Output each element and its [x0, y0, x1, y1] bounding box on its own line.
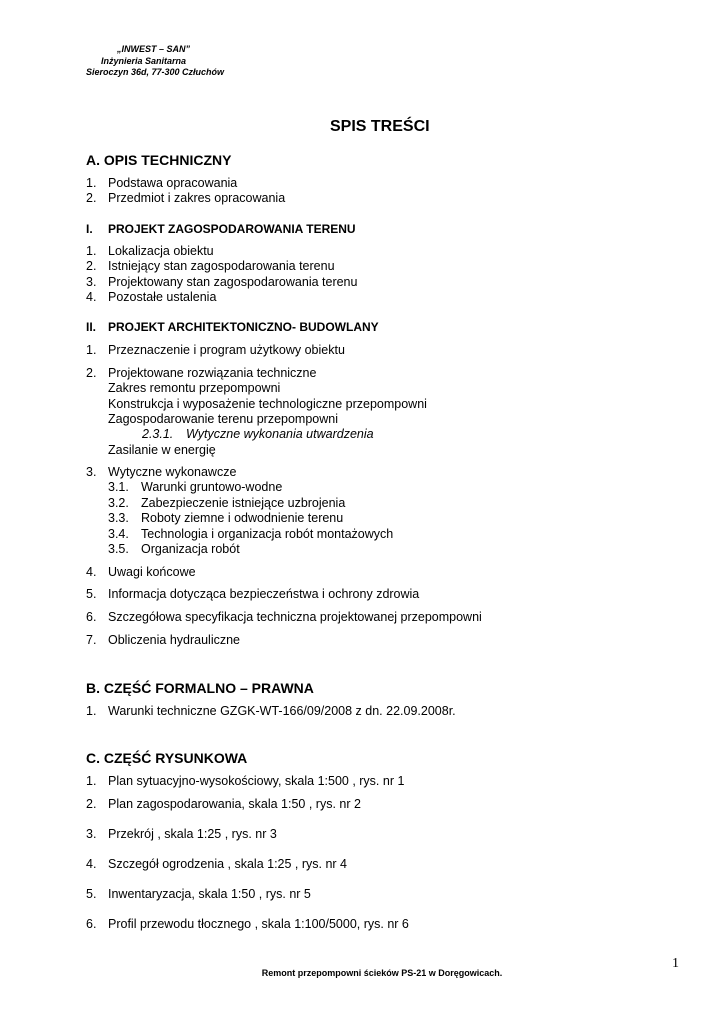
- list-item: 1. Lokalizacja obiektu: [86, 244, 214, 258]
- list-subitem: Zagospodarowanie terenu przepompowni: [108, 412, 339, 426]
- list-subitem-italic: 2.3.1. Wytyczne wykonania utwardzenia: [142, 427, 374, 441]
- list-item: 5. Inwentaryzacja, skala 1:50 , rys. nr 5: [86, 887, 311, 901]
- part-ii-title: II. PROJEKT ARCHITEKTONICZNO- BUDOWLANY: [86, 320, 379, 334]
- list-subitem: 3.5. Organizacja robót: [108, 542, 240, 556]
- list-subitem: 3.3. Roboty ziemne i odwodnienie terenu: [108, 511, 344, 525]
- company-address: Sieroczyn 36d, 77-300 Człuchów: [86, 67, 225, 77]
- list-item: 1. Przeznaczenie i program użytkowy obiektu: [86, 343, 345, 357]
- list-item: 3. Przekrój , skala 1:25 , rys. nr 3: [86, 827, 277, 841]
- list-item: 4. Pozostałe ustalenia: [86, 290, 217, 304]
- list-subitem: Zasilanie w energię: [108, 443, 216, 457]
- list-subitem: Konstrukcja i wyposażenie technologiczne przepompowni: [108, 397, 427, 411]
- section-a-title: A. OPIS TECHNICZNY: [86, 152, 232, 168]
- document-header: [86, 44, 246, 79]
- list-subitem: 3.1. Warunki gruntowo-wodne: [108, 480, 283, 494]
- list-item: 3. Projektowany stan zagospodarowania terenu: [86, 275, 358, 289]
- part-i-title: I. PROJEKT ZAGOSPODAROWANIA TERENU: [86, 222, 356, 236]
- list-item: 5. Informacja dotycząca bezpieczeństwa i ochrony zdrowia: [86, 587, 420, 601]
- page-title: SPIS TREŚCI: [330, 118, 430, 135]
- list-subitem: Zakres remontu przepompowni: [108, 381, 281, 395]
- list-item: 1. Warunki techniczne GZGK-WT-166/09/2008 z dn. 22.09.2008r.: [86, 704, 456, 718]
- list-item: 2. Przedmiot i zakres opracowania: [86, 191, 286, 205]
- list-subitem: 3.4. Technologia i organizacja robót montażowych: [108, 527, 394, 541]
- page-footer: Remont przepompowni ścieków PS-21 w Doręgowicach.: [261, 968, 503, 978]
- company-name: „INWEST – SAN”: [117, 44, 191, 54]
- list-item: 7. Obliczenia hydrauliczne: [86, 633, 241, 647]
- list-item: 2. Projektowane rozwiązania techniczne: [86, 366, 317, 380]
- list-subitem: 3.2. Zabezpieczenie istniejące uzbrojenia: [108, 496, 346, 510]
- list-item: 4. Uwagi końcowe: [86, 565, 196, 579]
- list-item: 2. Plan zagospodarowania, skala 1:50 , rys. nr 2: [86, 797, 361, 811]
- list-item: 1. Plan sytuacyjno-wysokościowy, skala 1:500 , rys. nr 1: [86, 774, 405, 788]
- page-number: 1: [672, 956, 679, 971]
- company-subtitle: Inżynieria Sanitarna: [101, 55, 187, 66]
- section-c-title: C. CZĘŚĆ RYSUNKOWA: [86, 750, 248, 766]
- list-item: 1. Podstawa opracowania: [86, 176, 238, 190]
- list-item: 6. Profil przewodu tłocznego , skala 1:100/5000, rys. nr 6: [86, 917, 409, 931]
- list-item: 4. Szczegół ogrodzenia , skala 1:25 , rys. nr 4: [86, 857, 348, 871]
- list-item: 6. Szczegółowa specyfikacja techniczna projektowanej przepompowni: [86, 610, 482, 624]
- list-item: 3. Wytyczne wykonawcze: [86, 465, 237, 479]
- list-item: 2. Istniejący stan zagospodarowania terenu: [86, 259, 335, 273]
- section-b-title: B. CZĘŚĆ FORMALNO – PRAWNA: [86, 680, 314, 696]
